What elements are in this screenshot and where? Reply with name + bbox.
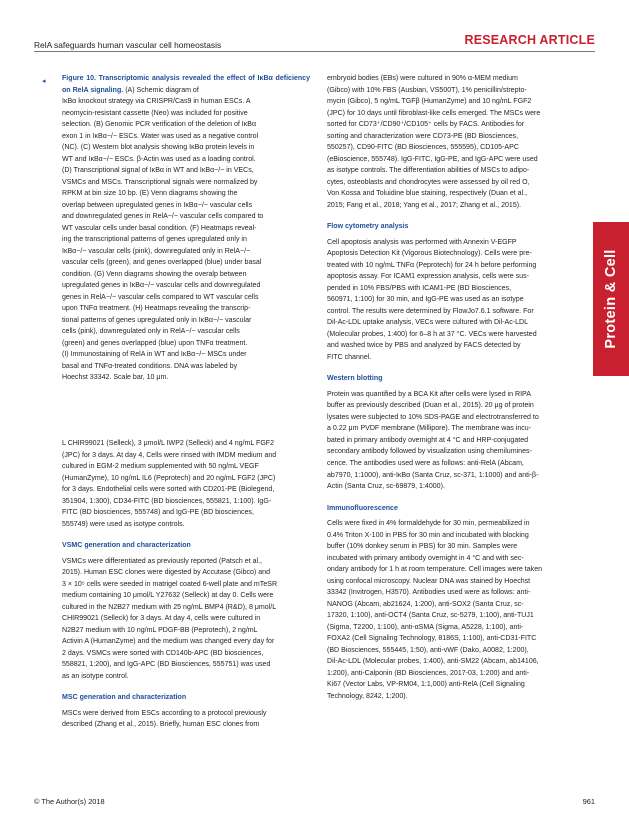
flow-cytometry-heading: Flow cytometry analysis [327, 223, 409, 231]
figure-caption [62, 73, 310, 384]
caption-line: WT vascular cells under basal condition. (F) Heatmaps reveal- [62, 224, 257, 232]
side-tab-label: Protein & Cell [603, 249, 619, 349]
text-line: apoptosis assay. For ICAM1 expression analysis, cells were sus- [327, 273, 529, 281]
text-line: NANOG (Abcam, ab21624, 1:200), anti-SOX2 (Santa Cruz, sc- [327, 600, 524, 608]
caption-line: basal and TNFα-treated conditions. DNA was labeled by [62, 362, 238, 370]
msc-paragraph-continued [327, 73, 579, 211]
western-blotting-heading: Western blotting [327, 375, 383, 383]
caption-line: upon TNFα treatment. (H) Heatmaps revealing the transcrip- [62, 305, 251, 313]
text-line: as isotype controls. The differentiation abilities of MSCs to adipo- [327, 167, 530, 175]
figure-caption-title: Figure 10. Transcriptomic analysis revealed the effect of IκBα deficiency on RelA signaling. [62, 75, 310, 94]
text-line: FITC (BD biosciences, 555748) and IgG-PE (BD biosciences, [62, 509, 254, 517]
caption-line: Hoechst 33342. Scale bar, 10 μm. [62, 374, 169, 382]
text-line: Dil-Ac-LDL (Molecular probes, 1:400), anti-SM22 (Abcam, ab14106, [327, 658, 539, 666]
caption-line: ing the transcriptional patterns of genes upregulated only in [62, 236, 247, 244]
text-line: Cell apoptosis analysis was performed with Annexin V-EGFP [327, 238, 517, 246]
text-line: buffer (10% donkey serum in PBS) for 30 min. Samples were [327, 543, 518, 551]
caption-line: exon 1 in IκBα−/− ESCs. Water was used as a negative control [62, 132, 259, 140]
text-line: 560971, 1:100) for 30 min, and IgG-PE was used as an isotype [327, 296, 524, 304]
running-title: RelA safeguards human vascular cell homeostasis [34, 40, 222, 50]
text-line: control. The results were determined by FlowJo7.6.1 software. For [327, 307, 534, 315]
immunofluorescence-paragraph [327, 518, 579, 702]
text-line: cultured in the N2B27 medium with 25 ng/mL BMP4 (R&D), 8 μmol/L [62, 603, 277, 611]
left-paragraph-1 [62, 438, 310, 530]
text-line: cultured in EGM-2 medium supplemented with 50 ng/mL VEGF [62, 463, 259, 471]
page-number: 961 [582, 797, 595, 806]
text-line: FITC channel. [327, 353, 372, 361]
caption-line: tional patterns of genes upregulated only in IκBα−/− vascular [62, 316, 252, 324]
text-line: CHIR99021 (Selleck) for 3 days. At day 4, cells were cultured in [62, 615, 261, 623]
vsmc-section-heading: VSMC generation and characterization [62, 542, 191, 550]
text-line: 2015). Human ESC clones were digested by Accutase (Gibco) and [62, 569, 270, 577]
caption-line: RPKM at bin size 10 bp. (E) Venn diagrams showing the [62, 190, 238, 198]
text-line: 2015; Fang et al., 2018; Yang et al., 2017; Zhang et al., 2015). [327, 201, 522, 209]
caption-line: and downregulated genes in RelA−/− vascular cells compared to [62, 213, 264, 221]
text-line: buffer as previously described (Duan et al., 2015). 20 μg of protein [327, 402, 534, 410]
text-line: Protein was quantified by a BCA Kit after cells were lysed in RIPA [327, 390, 531, 398]
text-line: Actin (Santa Cruz, sc-69879, 1:4000). [327, 483, 445, 491]
text-line: (BD Biosciences, 555445, 1:50), anti-vWF (Dako, A0082, 1:200), [327, 646, 529, 654]
text-line: secondary antibody followed by visualization using chemilumines- [327, 448, 532, 456]
left-column [62, 73, 310, 384]
text-line: Dil-Ac-LDL uptake analysis, VECs were cultured with Dil-Ac-LDL [327, 319, 529, 327]
figure-caption-text [62, 87, 263, 382]
text-line: (Sigma, T2200, 1:100), anti-αSMA (Sigma, A5228, 1:100), anti- [327, 623, 524, 631]
text-line: (HumanZyme), 10 ng/mL IL6 (Peprotech) and 20 ng/mL FGF2 (JPC) [62, 474, 276, 482]
text-line: 33342 (Invitrogen, H3570). Antibodies used were as follows: anti- [327, 589, 531, 597]
text-line: 0.4% Triton X-100 in PBS for 30 min and incubated with blocking [327, 531, 529, 539]
text-line: N2B27 medium with 10 ng/mL PDGF-BB (Peprotech), 2 ng/mL [62, 626, 258, 634]
text-line: 550257), CD90-FITC (BD Biosciences, 555595), CD105-APC [327, 144, 519, 152]
text-line: 3 × 10⁵ cells were seeded in matrigel coated 6-well plate and mTeSR [62, 580, 278, 588]
caption-line: IκBα−/− vascular cells (pink), downregulated only in RelA−/− [62, 247, 251, 255]
text-line: Technology, 8242, 1:200). [327, 692, 408, 700]
text-line: (Molecular probes, 1:400) for 6–8 h at 37 °C. VECs were harvested [327, 330, 537, 338]
text-line: incubated with primary antibody overnight in 4 °C and with sec- [327, 554, 524, 562]
text-line: FOXA2 (Cell Signaling Technology, 8186S, 1:100), anti-CD31-FITC [327, 635, 537, 643]
back-arrow-icon[interactable]: ◂ [42, 78, 46, 85]
caption-line: WT and IκBα−/− ESCs. β-Actin was used as a loading control. [62, 155, 256, 163]
text-line: (JPC) for 10 days until fibroblast-like cells emerged. The MSCs were [327, 109, 541, 117]
text-line: L CHIR99021 (Selleck), 3 μmol/L IWP2 (Selleck) and 4 ng/mL FGF2 [62, 440, 275, 447]
text-line: cytes, osteoblasts and chondrocytes were assessed by oil red O, [327, 178, 530, 186]
text-line: Apoptosis Detection Kit (Vigorous Biotechnology). Cells were pre- [327, 250, 532, 258]
caption-line: selection. (B) Genomic PCR verification of the deletion of IκBα [62, 121, 257, 129]
text-line: VSMCs were differentiated as previously reported (Patsch et al., [62, 557, 263, 565]
text-line: bated in primary antibody overnight at 4 °C and HRP-conjugated [327, 436, 529, 444]
text-line: treated with 10 ng/mL TNFα (Peprotech) for 24 h before performing [327, 261, 537, 269]
text-line: 17320, 1:100), anti-OCT4 (Santa Cruz, sc-5279, 1:100), anti-TUJ1 [327, 612, 534, 620]
text-line: 558821, 1:200), and IgG-APC (BD Biosciences, 555751) was used [62, 661, 271, 669]
right-column [327, 73, 579, 702]
text-line: (eBioscience, 555748). IgG-FITC, IgG-PE, and IgG-APC were used [327, 155, 538, 163]
msc-section-heading: MSC generation and characterization [62, 694, 187, 702]
text-line: a 0.22 μm PVDF membrane (Millipore). The membrane was incu- [327, 425, 532, 433]
caption-line: upregulated genes in IκBα−/− vascular cells and downregulated [62, 282, 261, 290]
text-line: medium containing 10 μmol/L Y27632 (Selleck) at day 0. Cells were [62, 592, 274, 600]
text-line: sorting and characterization were CD73-PE (BD Biosciences, [327, 132, 519, 140]
caption-line: cells (pink), downregulated only in RelA−/− vascular cells [62, 328, 240, 336]
text-line: lysates were subjected to 10% SDS-PAGE and electrotransferred to [327, 413, 539, 421]
western-blotting-paragraph [327, 389, 579, 493]
text-line: 2 days. VSMCs were sorted with CD140b-APC (BD biosciences, [62, 649, 264, 657]
flow-cytometry-paragraph [327, 237, 579, 364]
text-line: Activin A (HumanZyme) and the medium was changed every day for [62, 638, 275, 646]
text-line: Ki67 (Vector Labs, VP-RM04, 1:1,000) anti-RelA (Cell Signaling [327, 681, 525, 689]
text-line: and washed twice by PBS and analyzed by FACS detected by [327, 342, 521, 350]
left-body-block [62, 438, 310, 731]
caption-line: (A) Schemic diagram of [125, 86, 199, 94]
immunofluorescence-heading: Immunofluorescence [327, 504, 398, 512]
text-line: cence. The antibodies used were as follows: anti-RelA (Abcam, [327, 459, 524, 467]
caption-line: genes in RelA−/− vascular cells compared to WT vascular cells [62, 293, 259, 301]
text-line: Von Kossa and Toluidine blue staining, respectively (Duan et al., [327, 190, 528, 198]
text-line: (JPC) for 3 days. At day 4, Cells were rinsed with IMDM medium and [62, 451, 277, 459]
caption-line: (I) Immunostaining of RelA in WT and IκBα−/− MSCs under [62, 351, 247, 359]
text-line: Cells were fixed in 4% formaldehyde for 30 min, permeabilized in [327, 520, 530, 528]
text-line: embryoid bodies (EBs) were cultured in 90% α-MEM medium [327, 75, 518, 82]
text-line: pended in 10% FBS/PBS with ICAM1-PE (BD Biosciences, [327, 284, 512, 292]
text-line: as an isotype control. [62, 672, 129, 680]
text-line: sorted for CD73⁺/CD90⁺/CD105⁺ cells by FACS. Antibodies for [327, 121, 525, 129]
caption-line: condition. (G) Venn diagrams showing the overalp between [62, 270, 247, 278]
header-rule [34, 51, 595, 52]
text-line: ondary antibody for 1 h at room temperature. Cell images were taken [327, 566, 543, 574]
caption-line: neomycin-resistant cassette (Neo) was included for positive [62, 109, 248, 117]
text-line: (Gibco) with 10% FBS (Ausbian, VS500T), 1% penicillin/strepto- [327, 86, 527, 94]
caption-line: (green) and genes overlapped (blue) upon TNFα treatment. [62, 339, 248, 347]
vsmc-paragraph [62, 556, 310, 683]
text-line: 1:200), anti-Calponin (BD Biosciences, 2017-03, 1:200) and anti- [327, 669, 530, 677]
caption-line: vascular cells (green), and genes overlapped (blue) under basal [62, 259, 262, 267]
text-line: ab7970, 1:1000), anti-IκBα (Santa Cruz, sc-371, 1:1000) and anti-β- [327, 471, 539, 479]
article-type-label: RESEARCH ARTICLE [464, 33, 595, 47]
text-line: for 3 days. Endothelial cells were sorted with CD201-PE (Biolegend, [62, 486, 275, 494]
caption-line: IκBα knockout strategy via CRISPR/Cas9 in human ESCs. A [62, 98, 251, 106]
text-line: using confocal microscopy. Nuclear DNA was stained by Hoechst [327, 577, 531, 585]
text-line: 351904, 1:300), CD34-FITC (BD biosciences, 555821, 1:100). IgG- [62, 497, 272, 505]
copyright: © The Author(s) 2018 [34, 797, 105, 806]
text-line: MSCs were derived from ESCs according to a protocol previously [62, 709, 267, 717]
text-line: 555749) were used as isotype controls. [62, 520, 185, 528]
caption-line: VSMCs and MSCs. Transcriptional signals were normalized by [62, 178, 258, 186]
caption-line: (D) Transcriptional signal of IκBα in WT and IκBα−/− in VECs, [62, 167, 254, 175]
text-line: described (Zhang et al., 2015). Briefly, human ESC clones from [62, 721, 260, 729]
caption-line: overlap between upregulated genes in IκBα−/− vascular cells [62, 201, 253, 209]
caption-line: (NC). (C) Western blot analysis showing IκBα protein levels in [62, 144, 255, 152]
msc-paragraph [62, 708, 310, 731]
text-line: mycin (Gibco), 5 ng/mL TGFβ (HumanZyme) and 10 ng/mL FGF2 [327, 98, 532, 106]
